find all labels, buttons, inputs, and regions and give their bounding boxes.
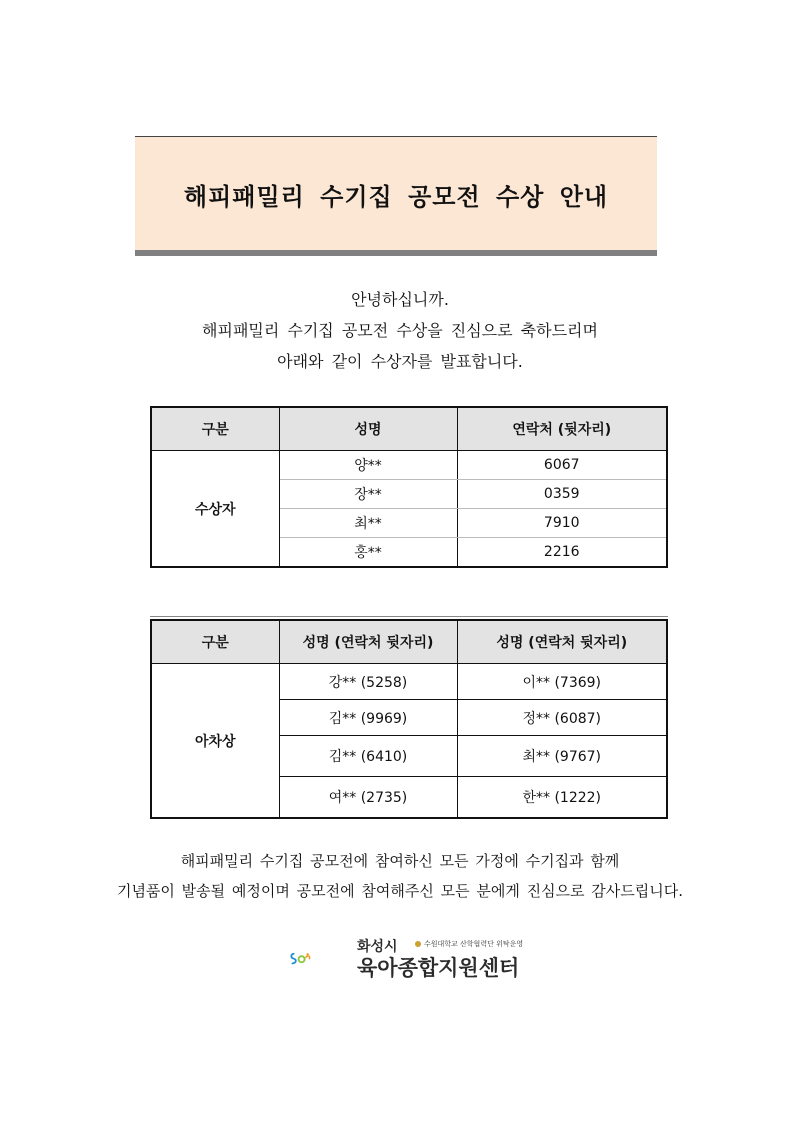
phone-cell: 2216 (457, 538, 667, 568)
header-category: 구분 (151, 620, 279, 664)
entry-cell: 김** (6410) (279, 736, 457, 777)
name-cell: 장** (279, 480, 457, 509)
entry-cell: 최** (9767) (457, 736, 667, 777)
phone-cell: 7910 (457, 509, 667, 538)
title-box (135, 136, 657, 256)
intro-text (0, 284, 800, 377)
name-cell: 홍** (279, 538, 457, 568)
closing-text (0, 846, 800, 906)
intro-line: 아래와 같이 수상자를 발표합니다. (277, 352, 523, 371)
title-underline (135, 250, 657, 256)
category-cell: 수상자 (151, 451, 279, 568)
entry-cell: 정** (6087) (457, 700, 667, 736)
intro-line: 해피패밀리 수기집 공모전 수상을 진심으로 축하드리며 (202, 321, 598, 340)
entry-cell: 여** (2735) (279, 777, 457, 819)
header-name-phone: 성명 (연락처 뒷자리) (279, 620, 457, 664)
entry-cell: 한** (1222) (457, 777, 667, 819)
logo-tagline (415, 939, 523, 949)
table-row (151, 664, 667, 700)
intro-line: 안녕하십니까. (351, 290, 449, 309)
phone-cell: 0359 (457, 480, 667, 509)
header-name-phone: 성명 (연락처 뒷자리) (457, 620, 667, 664)
header-category: 구분 (151, 407, 279, 451)
name-cell: 양** (279, 451, 457, 480)
phone-cell: 6067 (457, 451, 667, 480)
entry-cell: 이** (7369) (457, 664, 667, 700)
logo-city: 화성시 (357, 939, 398, 955)
header-name: 성명 (279, 407, 457, 451)
header-phone: 연락처 (뒷자리) (457, 407, 667, 451)
honorable-mention-table (150, 619, 668, 819)
closing-line: 해피패밀리 수기집 공모전에 참여하신 모든 가정에 수기집과 함께 (180, 852, 620, 870)
name-cell: 최** (279, 509, 457, 538)
closing-line: 기념품이 발송될 예정이며 공모전에 참여해주신 모든 분에게 진심으로 감사드립니다. (116, 882, 684, 900)
logo-tag-text: 수원대학교 산학협력단 위탁운영 (424, 940, 524, 948)
category-cell: 아차상 (151, 664, 279, 819)
table-top-rule (150, 616, 668, 617)
logo-mark-icon (290, 936, 360, 980)
page-title: 해피패밀리 수기집 공모전 수상 안내 (183, 183, 609, 211)
table-header-row (151, 620, 667, 664)
logo-name: 육아종합지원센터 (357, 956, 520, 980)
entry-cell: 강** (5258) (279, 664, 457, 700)
entry-cell: 김** (9969) (279, 700, 457, 736)
winners-table (150, 406, 668, 568)
table-header-row (151, 407, 667, 451)
table-row (151, 451, 667, 480)
seal-icon (415, 941, 421, 947)
